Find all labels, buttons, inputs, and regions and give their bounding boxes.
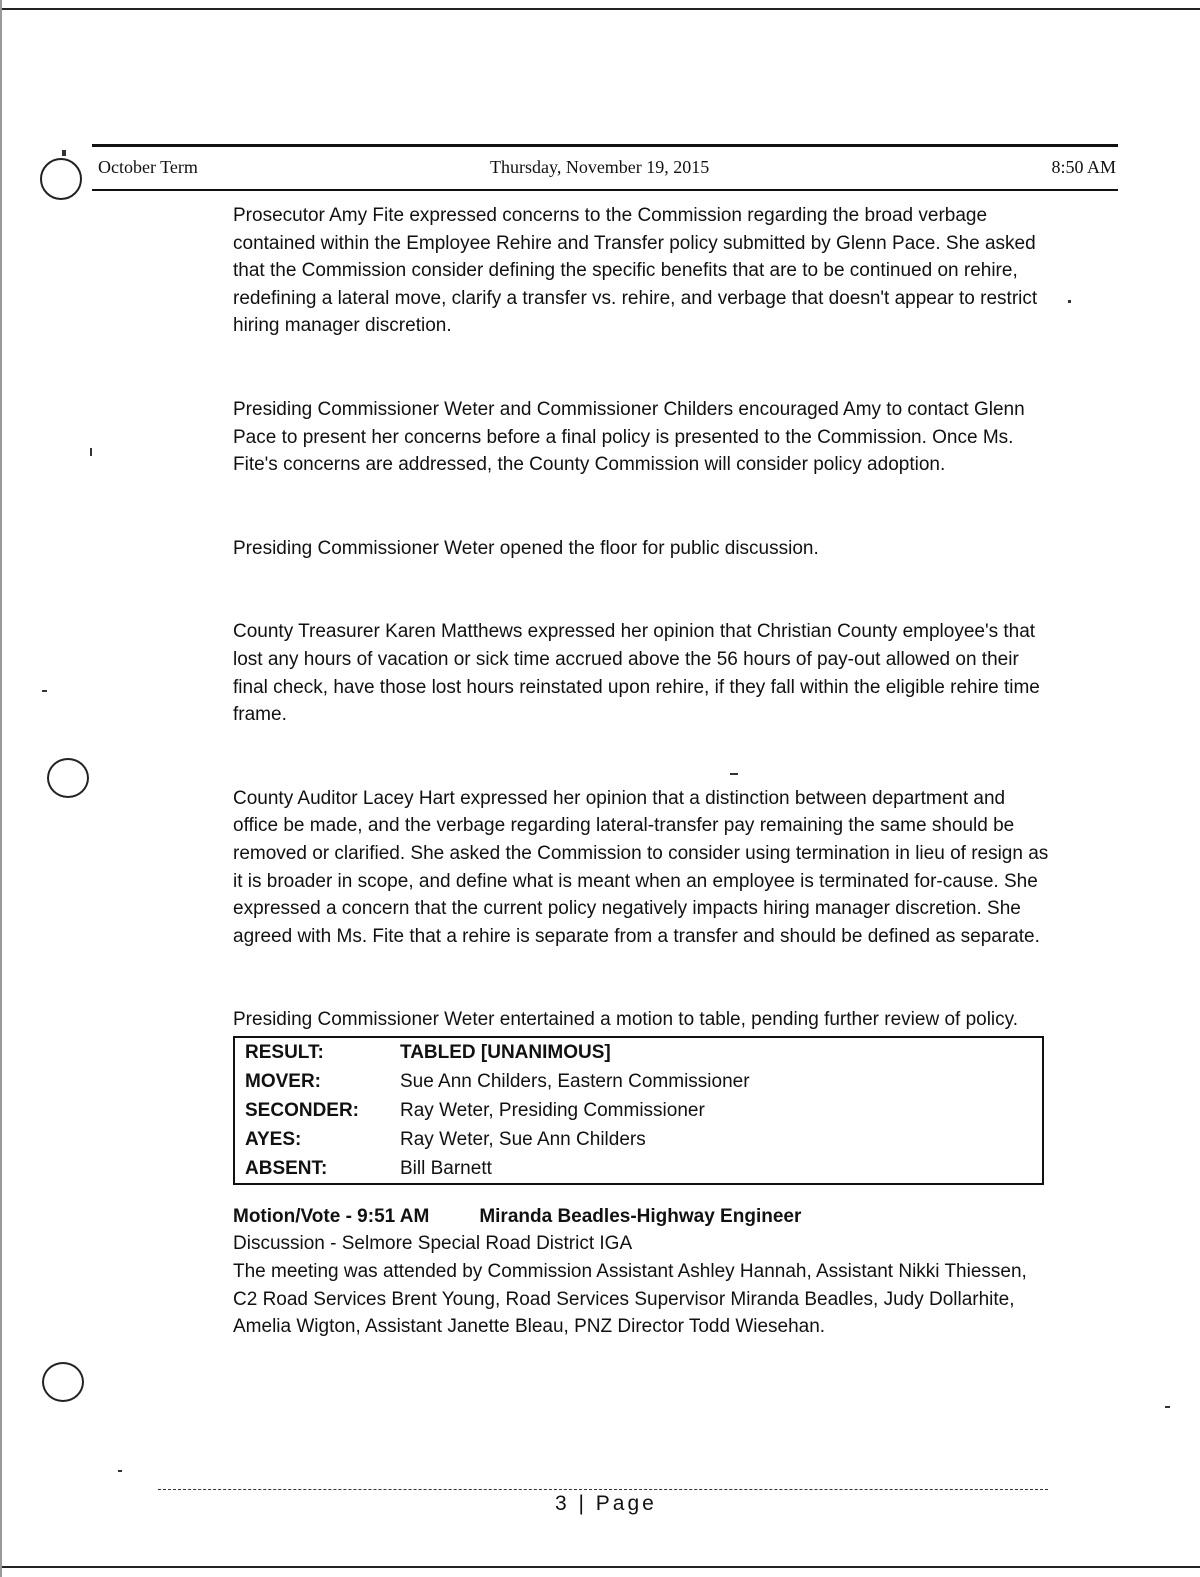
vote-label: RESULT:	[245, 1041, 324, 1063]
footer-divider	[158, 1489, 1048, 1490]
vote-label: AYES:	[245, 1128, 302, 1150]
punch-hole-middle	[47, 758, 89, 798]
vote-result-table	[233, 1036, 1044, 1185]
vote-value: Ray Weter, Presiding Commissioner	[400, 1099, 705, 1121]
page-number: 3 | Page	[555, 1492, 657, 1515]
punch-hole-bottom	[42, 1362, 84, 1402]
vote-label: ABSENT:	[245, 1157, 328, 1179]
vote-row-absent	[234, 1154, 1043, 1184]
scan-speck	[42, 690, 47, 692]
scan-speck	[90, 448, 92, 456]
motion-attendance: The meeting was attended by Commission Assistant Ashley Hannah, Assistant Nikki Thiessen, C2 Road Services Brent Young, Road Services Supervisor Miranda Beadles, Judy Dollarhite, Amelia Wigton, Assistant Janette Bleau, PNZ Director Todd Wiesehan.	[233, 1261, 1027, 1338]
vote-row-ayes	[234, 1125, 1043, 1154]
paragraph-prosecutor-concerns: Prosecutor Amy Fite expressed concerns to the Commission regarding the broad verbage contained within the Employee Rehire and Transfer policy submitted by Glenn Pace. She asked that the Commission consider defining the specific benefits that are to be continued on rehire, redefining a lateral move, clarify a transfer vs. rehire, and verbage that doesn't appear to restrict hiring manager discretion.	[233, 205, 1038, 337]
vote-row-mover	[234, 1067, 1043, 1096]
page-header	[92, 144, 1118, 191]
vote-value: Sue Ann Childers, Eastern Commissioner	[400, 1070, 750, 1092]
vote-value: Bill Barnett	[400, 1157, 492, 1179]
motion-time: Motion/Vote - 9:51 AM	[233, 1205, 430, 1227]
header-time: 8:50 AM	[1051, 157, 1116, 177]
paragraph-auditor-opinion: County Auditor Lacey Hart expressed her opinion that a distinction between department and office be made, and the verbage regarding lateral-transfer pay remaining the same should be removed or clarified. She asked the Commission to consider using termination in lieu of resign as it is broader in scope, and define what is meant when an employee is terminated for-cause. She expressed a concern that the current policy negatively impacts hiring manager discretion. She agreed with Ms. Fite that a rehire is separate from a transfer and should be defined as separate.	[233, 787, 1049, 947]
vote-value: Ray Weter, Sue Ann Childers	[400, 1128, 646, 1150]
motion-presenter: Miranda Beadles-Highway Engineer	[479, 1205, 802, 1227]
scan-speck	[118, 1470, 122, 1472]
motion-discussion: Discussion - Selmore Special Road District IGA	[233, 1233, 633, 1255]
scan-edge-bottom	[0, 1566, 1200, 1568]
paragraph-treasurer-opinion: County Treasurer Karen Matthews expressed her opinion that Christian County employee's that lost any hours of vacation or sick time accrued above the 56 hours of pay-out allowed on their final check, have those lost hours reinstated upon rehire, if they fall within the eligible rehire time frame.	[233, 621, 1040, 726]
punch-hole-top-mark	[62, 150, 66, 156]
vote-row-result	[234, 1037, 1043, 1067]
paragraph-public-discussion: Presiding Commissioner Weter opened the floor for public discussion.	[233, 537, 819, 559]
scan-edge-left	[0, 0, 2, 1577]
header-date: Thursday, November 19, 2015	[490, 157, 710, 177]
scan-speck	[1068, 300, 1071, 303]
vote-label: MOVER:	[245, 1070, 321, 1092]
header-term: October Term	[98, 157, 198, 177]
minutes-body	[233, 202, 1053, 1341]
scan-edge-top	[0, 8, 1200, 10]
vote-row-seconder	[234, 1096, 1043, 1125]
paragraph-motion-to-table: Presiding Commissioner Weter entertained a motion to table, pending further review of policy.	[233, 1009, 1019, 1031]
vote-value: TABLED [UNANIMOUS]	[400, 1041, 611, 1063]
vote-label: SECONDER:	[245, 1099, 360, 1121]
scan-speck	[1165, 1406, 1170, 1408]
punch-hole-top	[40, 158, 82, 200]
motion-heading	[233, 1203, 1053, 1231]
paragraph-commissioners-response: Presiding Commissioner Weter and Commissioner Childers encouraged Amy to contact Glenn Pace to present her concerns before a final policy is presented to the Commission. Once Ms. Fite's concerns are addressed, the County Commission will consider policy adoption.	[233, 398, 1025, 476]
